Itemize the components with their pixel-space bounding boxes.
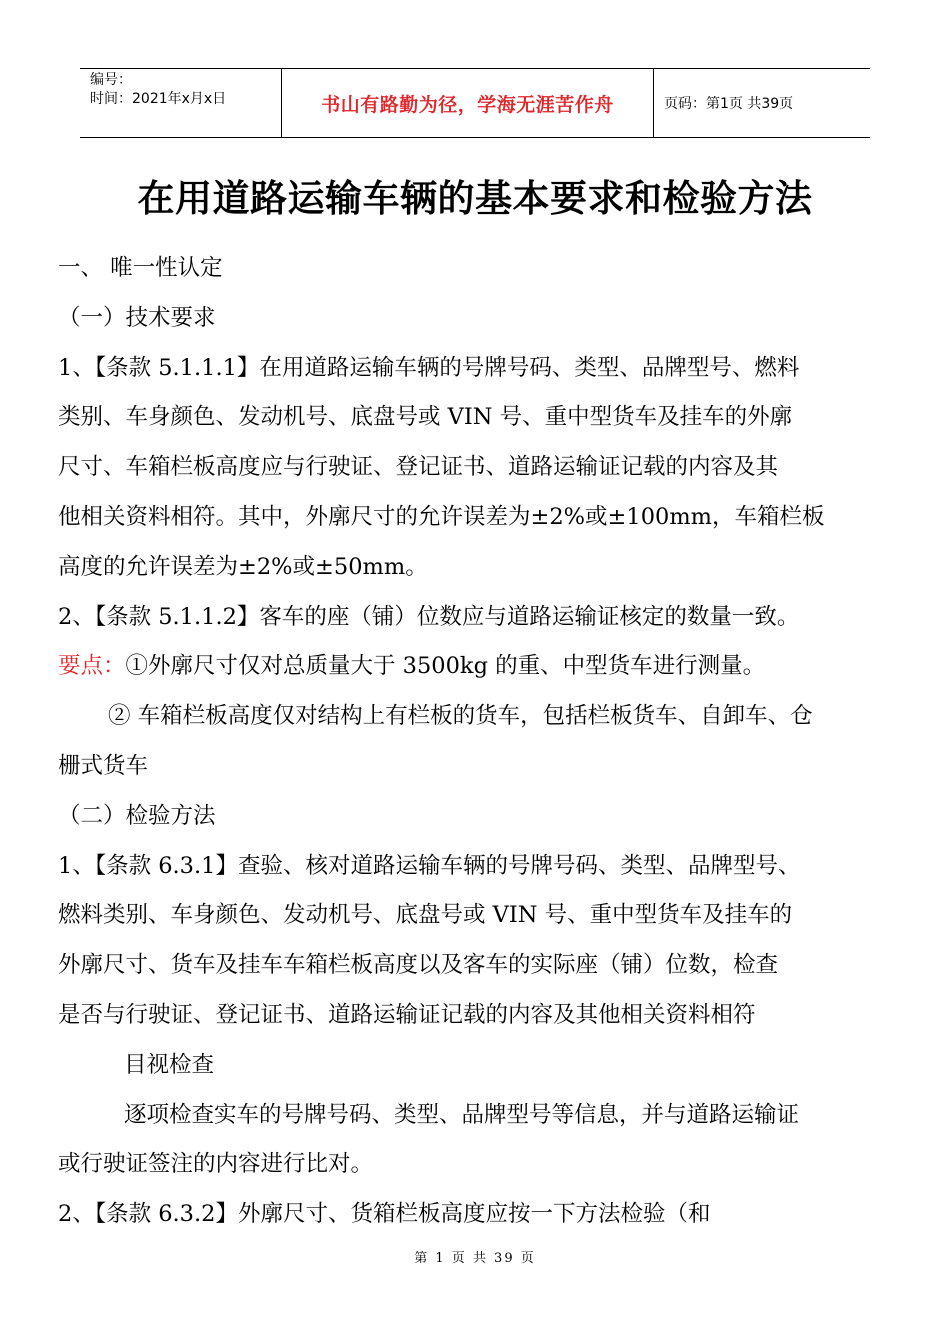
section-heading: 一、 唯一性认定 — [58, 255, 223, 281]
paragraph-line: ② 车箱栏板高度仅对结构上有栏板的货车，包括栏板货车、自卸车、仓 — [108, 703, 813, 730]
paragraph-line: 尺寸、车箱栏板高度应与行驶证、登记证书、道路运输证记载的内容及其 — [58, 454, 779, 481]
paragraph-line: 外廓尺寸、货车及挂车车箱栏板高度以及客车的实际座（铺）位数，检查 — [58, 952, 779, 979]
paragraph-line: 2、【条款 5.1.1.2】客车的座（铺）位数应与道路运输证核定的数量一致。 — [58, 603, 800, 630]
paragraph-line: 他相关资料相符。其中，外廓尺寸的允许误差为±2%或±100mm，车箱栏板 — [58, 503, 825, 530]
paragraph-line: 是否与行驶证、登记证书、道路运输证记载的内容及其他相关资料相符 — [58, 1001, 756, 1028]
header-meta — [80, 69, 282, 137]
paragraph-line: 1、【条款 6.3.1】查验、核对道路运输车辆的号牌号码、类型、品牌型号、 — [58, 852, 801, 879]
key-point-line — [58, 642, 894, 692]
document-time: 时间：2021年x月x日 — [90, 91, 227, 107]
document-title: 在用道路运输车辆的基本要求和检验方法 — [137, 177, 813, 220]
paragraph-line: 逐项检查实车的号牌号码、类型、品牌型号等信息，并与道路运输证 — [124, 1101, 800, 1128]
paragraph-line: 高度的允许误差为±2%或±50mm。 — [58, 553, 428, 580]
subsection-heading: （一）技术要求 — [58, 304, 216, 331]
paragraph-line: 栅式货车 — [58, 752, 149, 779]
key-point-text: ①外廓尺寸仅对总质量大于 3500kg 的重、中型货车进行测量。 — [125, 653, 766, 680]
document-body — [58, 244, 894, 1240]
header-page-info: 页码：第1页 共39页 — [664, 96, 794, 112]
paragraph-line: 类别、车身颜色、发动机号、底盘号或 VIN 号、重中型货车及挂车的外廓 — [58, 404, 793, 431]
page-footer: 第 1 页 共 39 页 — [414, 1251, 536, 1266]
paragraph-line: 目视检查 — [124, 1051, 215, 1078]
subsection-heading: （二）检验方法 — [58, 802, 216, 829]
page-header — [80, 68, 870, 138]
header-motto: 书山有路勤为径，学海无涯苦作舟 — [282, 69, 654, 137]
document-number: 编号： — [90, 72, 132, 88]
key-point-label: 要点： — [58, 653, 126, 680]
paragraph-line: 或行驶证签注的内容进行比对。 — [58, 1151, 374, 1178]
paragraph-line: 2、【条款 6.3.2】外廓尺寸、货箱栏板高度应按一下方法检验（和 — [58, 1201, 711, 1228]
paragraph-line: 1、【条款 5.1.1.1】在用道路运输车辆的号牌号码、类型、品牌型号、燃料 — [58, 354, 800, 381]
paragraph-line: 燃料类别、车身颜色、发动机号、底盘号或 VIN 号、重中型货车及挂车的 — [58, 902, 793, 929]
